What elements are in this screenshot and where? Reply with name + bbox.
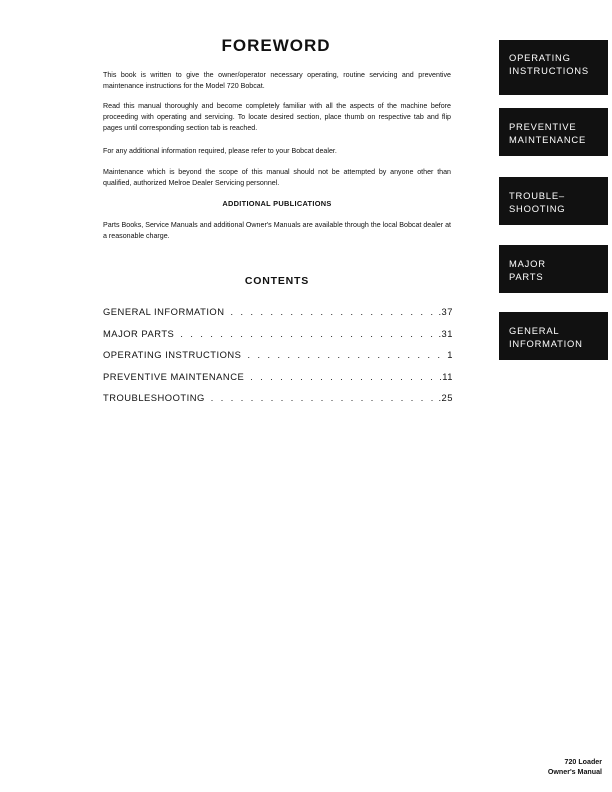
tab-troubleshooting[interactable] [499, 177, 608, 225]
toc-entry-preventive-maintenance[interactable] [103, 371, 453, 385]
toc-entry-major-parts[interactable] [103, 328, 453, 342]
toc-entry-operating-instructions[interactable] [103, 349, 453, 363]
toc-page-number: .37 [438, 306, 453, 317]
tab-operating-instructions[interactable] [499, 40, 608, 95]
toc-page-number: .31 [438, 328, 453, 339]
tab-label-line: PREVENTIVE [509, 121, 577, 132]
footer-manual-title: Owner's Manual [547, 768, 602, 776]
tab-major-parts[interactable] [499, 245, 608, 293]
tab-label-line: INSTRUCTIONS [509, 65, 589, 76]
tab-preventive-maintenance[interactable] [499, 108, 608, 156]
toc-page-number: .25 [438, 392, 453, 403]
tab-label-line: OPERATING [509, 52, 571, 63]
foreword-paragraph-maintenance: Maintenance which is beyond the scope of this manual should not be attempted by anyone other than qualified, authorized Melroe Dealer Servicing personnel. [103, 168, 451, 187]
toc-dot-leader [247, 350, 445, 360]
toc-entry-label: OPERATING INSTRUCTIONS [103, 349, 242, 360]
tab-label-line: GENERAL [509, 325, 560, 336]
toc-dot-leader [231, 307, 437, 317]
foreword-paragraph-dealer: For any additional information required, please refer to your Bobcat dealer. [103, 147, 337, 155]
footer [548, 757, 602, 777]
foreword-paragraph-read: Read this manual thoroughly and become completely familiar with all the aspects of the machine before proceeding with operating and servicing. To locate desired section, place thumb on respective tab and flip pages until corresponding section tab is reached. [103, 102, 451, 132]
toc-entry-label: TROUBLESHOOTING [103, 392, 205, 403]
additional-publications-heading: ADDITIONAL PUBLICATIONS [222, 199, 332, 208]
tab-general-information[interactable] [499, 312, 608, 360]
additional-publications-text: Parts Books, Service Manuals and additional Owner's Manuals are available through the local Bobcat dealer at a reasonable charge. [103, 221, 451, 240]
toc-entry-general-information[interactable] [103, 306, 453, 320]
foreword-paragraph-intro: This book is written to give the owner/operator necessary operating, routine servicing and preventive maintenance instructions for the Model 720 Bobcat. [103, 71, 451, 90]
tab-label-line: SHOOTING [509, 203, 566, 214]
tab-label-line: MAINTENANCE [509, 134, 587, 145]
footer-model: 720 Loader [564, 758, 602, 766]
tab-label-line: INFORMATION [509, 338, 583, 349]
toc-dot-leader [180, 329, 436, 339]
toc-dot-leader [250, 372, 437, 382]
page-title: FOREWORD [221, 36, 331, 55]
tab-label-line: PARTS [509, 271, 544, 282]
toc-entry-label: GENERAL INFORMATION [103, 306, 225, 317]
toc-entry-label: MAJOR PARTS [103, 328, 175, 339]
toc-page-number: .11 [439, 371, 453, 382]
tab-label-line: TROUBLE– [509, 190, 565, 201]
toc-entry-troubleshooting[interactable] [103, 392, 453, 406]
tab-label-line: MAJOR [509, 258, 546, 269]
toc-dot-leader [211, 393, 437, 403]
toc-entry-label: PREVENTIVE MAINTENANCE [103, 371, 245, 382]
toc-page-number: 1 [447, 349, 453, 360]
contents-title: CONTENTS [244, 275, 310, 287]
